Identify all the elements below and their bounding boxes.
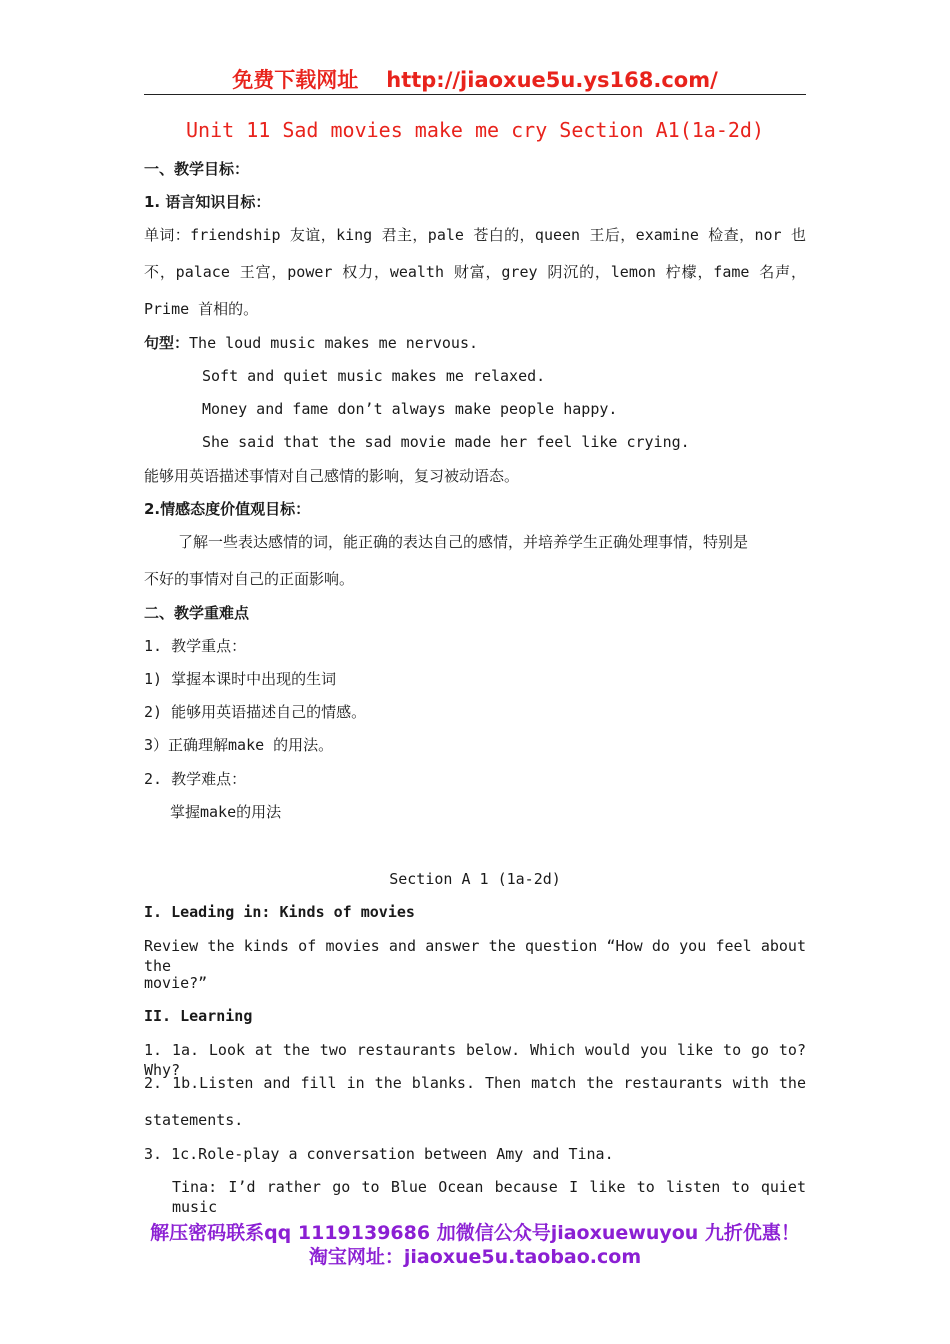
learning-step-2-line-2: statements. xyxy=(144,1111,244,1129)
learning-step-1: 1. 1a. Look at the two restaurants below. Which would you like to go to? Why? xyxy=(144,1041,806,1079)
header-site-label: 免费下载网址 xyxy=(232,68,359,92)
focus-item-1: 1) 掌握本课时中出现的生词 xyxy=(144,670,337,688)
focus-item-3: 3）正确理解make 的用法。 xyxy=(144,736,334,754)
focus-item-2: 2) 能够用英语描述自己的情感。 xyxy=(144,703,367,721)
objectives-heading: 一、教学目标： xyxy=(144,160,250,178)
dialogue-line: Tina: I’d rather go to Blue Ocean because I like to listen to quiet music xyxy=(172,1178,806,1216)
leading-in-line-2: movie?” xyxy=(144,974,208,992)
vocab-line-2: 不，palace 王宫，power 权力，wealth 财富，grey 阴沉的，lemon 柠檬，fame 名声， xyxy=(144,263,806,281)
sentence-4: She said that the sad movie made her feel like crying. xyxy=(202,433,690,451)
footer-taobao-link[interactable]: 淘宝网址：jiaoxue5u.taobao.com xyxy=(308,1246,642,1268)
learning-step-3: 3. 1c.Role-play a conversation between Amy and Tina. xyxy=(144,1145,614,1163)
page-title: Unit 11 Sad movies make me cry Section A1(1a-2d) xyxy=(186,118,764,142)
emotion-line-1: 了解一些表达感情的词，能正确的表达自己的感情，并培养学生正确处理事情，特别是 xyxy=(178,533,749,551)
learning-heading: II. Learning xyxy=(144,1007,253,1025)
vocab-line-3: Prime 首相的。 xyxy=(144,300,259,318)
language-objective-heading: 1. 语言知识目标： xyxy=(144,193,271,211)
section-heading: Section A 1 (1a-2d) xyxy=(389,870,561,888)
sentence-2: Soft and quiet music makes me relaxed. xyxy=(202,367,546,385)
header-divider xyxy=(144,94,806,95)
header-download-link[interactable] xyxy=(0,64,950,94)
leading-in-line-1: Review the kinds of movies and answer the question “How do you feel about the xyxy=(144,937,806,975)
leading-in-heading: I. Leading in: Kinds of movies xyxy=(144,903,415,921)
sentence-3: Money and fame don’t always make people happy. xyxy=(202,400,618,418)
sentence-line-1 xyxy=(144,333,478,353)
difficulty-item-1: 掌握make的用法 xyxy=(170,803,282,821)
focus-heading: 1. 教学重点： xyxy=(144,637,247,655)
emotion-objective-heading: 2.情感态度价值观目标： xyxy=(144,500,311,518)
ability-statement: 能够用英语描述事情对自己感情的影响，复习被动语态。 xyxy=(144,467,520,485)
sentence-1: The loud music makes me nervous. xyxy=(189,334,478,352)
sentence-label: 句型： xyxy=(144,334,190,352)
vocab-line-1: 单词：friendship 友谊，king 君主，pale 苍白的，queen 王后，examine 检查，nor 也 xyxy=(144,226,806,244)
footer-contact: 解压密码联系qq 1119139686 加微信公众号jiaoxuewuyou 九折优惠！ xyxy=(150,1222,800,1244)
keypoints-heading: 二、教学重难点 xyxy=(144,604,250,622)
emotion-line-2: 不好的事情对自己的正面影响。 xyxy=(144,570,355,588)
learning-step-2-line-1: 2. 1b.Listen and fill in the blanks. Then match the restaurants with the xyxy=(144,1074,806,1092)
difficulty-heading: 2. 教学难点： xyxy=(144,770,247,788)
header-url[interactable]: http://jiaoxue5u.ys168.com/ xyxy=(386,68,718,92)
